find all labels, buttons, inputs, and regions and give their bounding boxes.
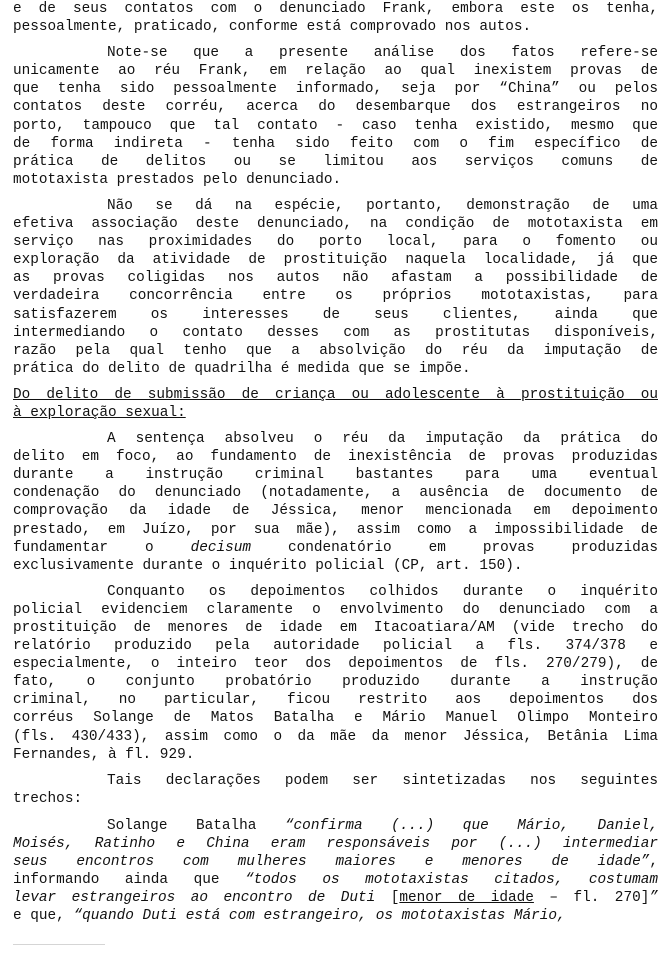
text-line xyxy=(13,324,658,342)
text-segment: relatório produzido pela autoridade policial a fls. 374/378 e xyxy=(13,638,658,655)
text-segment: as provas coligidas nos autos não afastam a possibilidade de xyxy=(13,270,658,287)
italic-text: “todos os mototaxistas citados, costumam xyxy=(245,872,658,889)
text-line xyxy=(13,342,658,360)
italic-text: “quando Duti está com estrangeiro, os mototaxistas Mário, xyxy=(73,908,566,925)
text-segment: durante a instrução criminal bastantes para uma eventual xyxy=(13,467,658,484)
text-segment: fato, o conjunto probatório produzido durante a instrução xyxy=(13,674,658,691)
italic-text: decisum xyxy=(190,539,252,556)
text-line xyxy=(13,557,658,575)
text-line xyxy=(13,871,658,889)
text-segment: prática do delito de quadrilha é medida que se impõe. xyxy=(13,360,471,377)
text-segment: [ xyxy=(375,890,400,907)
text-segment: efetiva associação deste denunciado, na condição de mototaxista em xyxy=(13,216,658,233)
text-line xyxy=(13,835,658,853)
text-segment: trechos: xyxy=(13,790,83,807)
text-segment: Fernandes, à fl. 929. xyxy=(13,746,195,763)
text-line xyxy=(13,583,658,601)
text-segment: prestado, em Juízo, por sua mãe), assim como a impossibilidade de xyxy=(13,521,658,538)
text-segment: mototaxista prestados pelo denunciado. xyxy=(13,171,342,188)
text-segment: prática de delitos ou se limitou aos serviços comuns de xyxy=(13,153,658,170)
underlined-text: menor de idade xyxy=(399,890,534,907)
text-segment: corréus Solange de Matos Batalha e Mário Manuel Olimpo Monteiro xyxy=(13,710,658,727)
text-line xyxy=(13,269,658,287)
text-segment: fundamentar o xyxy=(13,539,191,556)
text-segment: informando ainda que xyxy=(13,872,246,889)
text-segment: de forma indireta - tenha sido feito com o fim específico de xyxy=(13,135,658,152)
text-segment: delito em foco, ao fundamento de inexistência de provas produzidas xyxy=(13,449,658,466)
text-line xyxy=(13,772,658,790)
text-segment: , xyxy=(649,854,658,871)
text-segment: Note-se que a presente análise dos fatos refere-se xyxy=(107,45,658,62)
text-line xyxy=(13,466,658,484)
text-segment: Conquanto os depoimentos colhidos durante o inquérito xyxy=(107,583,658,600)
text-line xyxy=(13,197,658,215)
text-line xyxy=(13,171,658,189)
text-segment: intermediando o contato desses com as prostitutas disponíveis, xyxy=(13,324,658,341)
text-line xyxy=(13,691,658,709)
text-line xyxy=(13,80,658,98)
text-line xyxy=(13,790,658,808)
text-segment: pessoalmente, praticado, conforme está comprovado nos autos. xyxy=(13,19,532,36)
text-segment: especialmente, o inteiro teor dos depoimentos de fls. 270/279), de xyxy=(13,656,658,673)
text-segment: que tenha sido pessoalmente informado, seja por “China” ou pelos xyxy=(13,81,658,98)
italic-text: ” xyxy=(649,890,658,907)
paragraph xyxy=(13,44,658,189)
italic-text: levar estrangeiros ao encontro de Duti xyxy=(13,890,376,907)
text-segment: exploração da atividade de prostituição naquela localidade, já que xyxy=(13,252,658,269)
text-line xyxy=(13,673,658,691)
text-line xyxy=(13,404,658,422)
paragraph xyxy=(13,197,658,378)
document-page xyxy=(13,0,658,926)
text-segment: Do delito de submissão de criança ou adolescente à prostituição ou xyxy=(13,386,658,403)
text-segment: Tais declarações podem ser sintetizadas nos seguintes xyxy=(107,772,658,789)
text-segment: comprovação da idade de Jéssica, menor mencionada em depoimento xyxy=(13,503,658,520)
text-segment: prostituição de menores de idade em Itacoatiara/AM (vide trecho do xyxy=(13,620,658,636)
italic-text: Moisés, Ratinho e China eram responsáveis por (...) intermediar xyxy=(13,836,658,853)
text-line xyxy=(13,153,658,171)
text-line xyxy=(13,728,658,746)
text-line xyxy=(13,360,658,378)
text-line xyxy=(13,233,658,251)
paragraph xyxy=(13,583,658,764)
text-line xyxy=(13,386,658,404)
text-segment: A sentença absolveu o réu da imputação da prática do xyxy=(107,431,658,448)
text-line xyxy=(13,448,658,466)
text-line xyxy=(13,44,658,62)
text-line xyxy=(13,619,658,637)
text-segment: e que, xyxy=(13,908,74,925)
text-segment: razão pela qual tenho que a absolvição do réu da imputação de xyxy=(13,342,658,359)
paragraph xyxy=(13,817,658,926)
text-segment: porto, tampouco que tal contato - caso tenha existido, mesmo que xyxy=(13,117,658,134)
text-segment: verdadeira concorrência entre os próprios mototaxistas, para xyxy=(13,288,658,305)
text-segment: exclusivamente durante o inquérito policial (CP, art. 150). xyxy=(13,557,523,574)
text-line xyxy=(13,98,658,116)
paragraph xyxy=(13,772,658,808)
text-line xyxy=(13,853,658,871)
text-line xyxy=(13,746,658,764)
text-line xyxy=(13,215,658,233)
text-segment: contatos deste corréu, acerca do desembarque dos estrangeiros no xyxy=(13,99,658,116)
text-line xyxy=(13,907,658,925)
text-line xyxy=(13,889,658,907)
paragraph xyxy=(13,430,658,575)
text-line xyxy=(13,502,658,520)
text-line xyxy=(13,62,658,80)
text-line xyxy=(13,521,658,539)
text-line xyxy=(13,306,658,324)
text-segment: Não se dá na espécie, portanto, demonstração de uma xyxy=(107,197,658,214)
text-line xyxy=(13,709,658,727)
text-line xyxy=(13,484,658,502)
text-line xyxy=(13,637,658,655)
paragraph xyxy=(13,0,658,36)
text-segment: Solange Batalha xyxy=(107,817,285,834)
text-line xyxy=(13,430,658,448)
text-segment: e de seus contatos com o denunciado Frank, embora este os tenha, xyxy=(13,1,658,17)
italic-text: seus encontros com mulheres maiores e menores de idade” xyxy=(13,854,650,871)
text-segment: – fl. 270] xyxy=(533,890,650,907)
text-segment: condenatório em provas produzidas xyxy=(251,539,658,556)
text-line xyxy=(13,18,658,36)
text-line xyxy=(13,287,658,305)
text-segment: condenação do denunciado (notadamente, a ausência de documento de xyxy=(13,485,658,502)
text-segment: unicamente ao réu Frank, em relação ao qual inexistem provas de xyxy=(13,63,658,80)
section-heading xyxy=(13,386,658,422)
text-line xyxy=(13,0,658,18)
text-segment: criminal, no particular, ficou restrito aos depoimentos dos xyxy=(13,692,658,709)
text-segment: policial evidenciem claramente o envolvimento do denunciado com a xyxy=(13,601,658,618)
text-segment: serviço nas proximidades do porto local, para o fomento ou xyxy=(13,234,658,251)
text-segment: satisfazerem os interesses de seus clientes, ainda que xyxy=(13,306,658,323)
text-segment: (fls. 430/433), assim como o da mãe da menor Jéssica, Betânia Lima xyxy=(13,728,658,745)
italic-text: “confirma (...) que Mário, Daniel, xyxy=(284,817,658,834)
text-line xyxy=(13,251,658,269)
text-line xyxy=(13,817,658,835)
text-line xyxy=(13,655,658,673)
text-line xyxy=(13,539,658,557)
text-line xyxy=(13,117,658,135)
text-segment: à exploração sexual: xyxy=(13,404,186,421)
text-line xyxy=(13,601,658,619)
text-line xyxy=(13,135,658,153)
